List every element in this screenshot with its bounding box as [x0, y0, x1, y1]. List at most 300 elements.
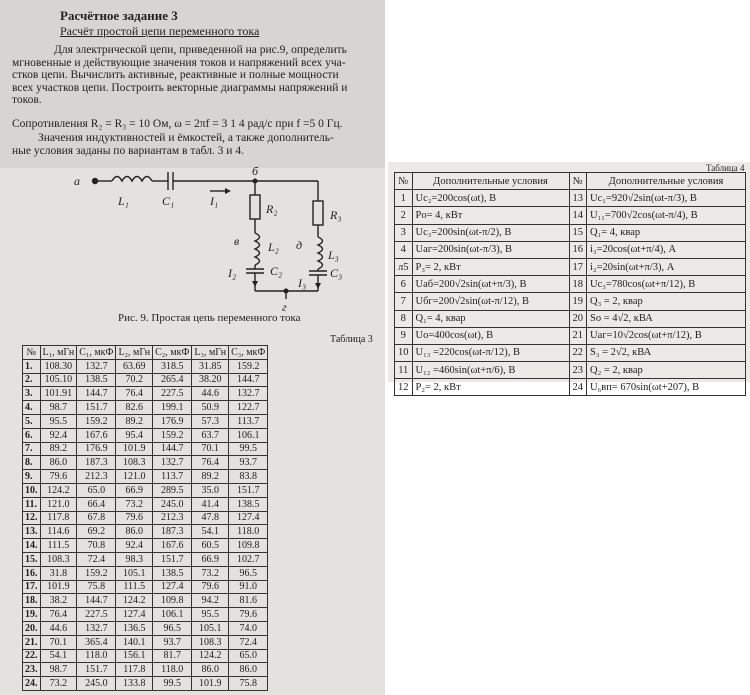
table3-cell: 60.5 — [192, 539, 229, 553]
table3-cell: 132.7 — [77, 621, 116, 635]
table3-cell: 44.6 — [40, 621, 77, 635]
table3-cell: 95.5 — [40, 414, 77, 428]
table3-header: № — [23, 346, 41, 360]
label-v: в — [234, 234, 240, 248]
table3-row — [23, 511, 268, 525]
table4-cell: 7 — [395, 293, 413, 310]
paragraph-line: всех участков цепи. Построить векторные диаграммы напряжений и — [12, 81, 348, 94]
label-C2: C₂ — [270, 264, 283, 278]
table4-cell: 9 — [395, 327, 413, 344]
table4-cell: Uc₃=780cos(ωt+π/12), В — [587, 276, 746, 293]
table3-cell: 127.4 — [116, 608, 153, 622]
table3-row — [23, 539, 268, 553]
table3-cell: 98.3 — [116, 552, 153, 566]
table3-row — [23, 525, 268, 539]
table3-cell: 318.5 — [153, 359, 192, 373]
table3-row — [23, 580, 268, 594]
table4 — [394, 172, 746, 396]
table3-cell: 89.2 — [40, 442, 77, 456]
table4-row — [395, 362, 746, 379]
table3-cell: 187.3 — [153, 525, 192, 539]
table3-cell: 122.7 — [229, 401, 268, 415]
arrow-I2 — [252, 281, 258, 287]
table3-cell: 105.10 — [40, 373, 77, 387]
table3-cell: 98.7 — [40, 663, 77, 677]
table4-cell: 2 — [395, 207, 413, 224]
table3-cell: 109.8 — [229, 539, 268, 553]
table4-cell: 15 — [569, 224, 587, 241]
table3-cell: 12. — [23, 511, 41, 525]
label-R2: R₂ — [266, 202, 278, 216]
table3-row — [23, 414, 268, 428]
figure-caption: Рис. 9. Простая цепь переменного тока — [118, 312, 301, 324]
table3-cell: 159.2 — [77, 414, 116, 428]
table4-cell: Pо= 4, кВт — [412, 207, 569, 224]
table3-cell: 54.1 — [192, 525, 229, 539]
table3-row — [23, 387, 268, 401]
table3-cell: 102.7 — [229, 552, 268, 566]
table3-cell: 212.3 — [77, 470, 116, 484]
table3-cell: 72.4 — [229, 635, 268, 649]
paragraph-line: мгновенные и действующие значения токов и напряжений всех уча- — [12, 56, 346, 69]
values-line: Значения индуктивностей и ёмкостей, а также дополнитель- — [38, 132, 334, 144]
table4-row — [395, 276, 746, 293]
table3-cell: 72.4 — [77, 552, 116, 566]
table3-row — [23, 442, 268, 456]
table3-cell: 118.0 — [77, 649, 116, 663]
table4-cell: 18 — [569, 276, 587, 293]
table3-cell: 109.8 — [153, 594, 192, 608]
table4-cell: 13 — [569, 190, 587, 207]
table3-header-row — [23, 346, 268, 360]
table3-cell: 167.6 — [153, 539, 192, 553]
table3-cell: 144.7 — [77, 594, 116, 608]
table4-row — [395, 207, 746, 224]
table3-cell: 73.2 — [40, 677, 77, 691]
table3-cell: 106.1 — [153, 608, 192, 622]
values-line: ные условия заданы по вариантам в табл. 3 и 4. — [12, 144, 244, 157]
table3-cell: 101.9 — [40, 580, 77, 594]
table3-cell: 151.7 — [77, 663, 116, 677]
label-C3: C₃ — [330, 266, 343, 280]
table3-cell: 35.0 — [192, 483, 229, 497]
table3-cell: 176.9 — [77, 442, 116, 456]
table3-cell: 3. — [23, 387, 41, 401]
table4-cell: U₁₁=700√2cos(ωt-π/4), В — [587, 207, 746, 224]
table4-cell: 16 — [569, 241, 587, 258]
table3-cell: 108.3 — [192, 635, 229, 649]
table4-cell: 23 — [569, 362, 587, 379]
task-title: Расчётное задание 3 — [60, 8, 178, 23]
table4-header: Дополнительные условия — [412, 173, 569, 190]
params-line — [12, 118, 342, 131]
table3-cell: 70.2 — [116, 373, 153, 387]
table4-cell: 17 — [569, 258, 587, 275]
inductor-L2 — [255, 233, 260, 265]
table4-cell: Q₁= 4, квар — [587, 224, 746, 241]
table3-cell: 73.2 — [192, 566, 229, 580]
table3-cell: 81.7 — [153, 649, 192, 663]
table4-cell: 14 — [569, 207, 587, 224]
table3-cell: 8. — [23, 456, 41, 470]
table3-cell: 10. — [23, 483, 41, 497]
table3-cell: 92.4 — [116, 539, 153, 553]
table3-cell: 79.6 — [229, 608, 268, 622]
table3-cell: 199.1 — [153, 401, 192, 415]
table3-cell: 265.4 — [153, 373, 192, 387]
table3-cell: 20. — [23, 621, 41, 635]
table3-cell: 86.0 — [192, 663, 229, 677]
table3-cell: 95.4 — [116, 428, 153, 442]
task-paragraph — [12, 44, 347, 107]
table4-cell: Sо = 4√2, кВА — [587, 310, 746, 327]
table3-row — [23, 373, 268, 387]
circuit-diagram — [60, 165, 350, 315]
table3-cell: 70.1 — [40, 635, 77, 649]
table3-cell: 41.4 — [192, 497, 229, 511]
table4-cell: i₃=20cos(ωt+π/4), А — [587, 241, 746, 258]
table3-cell: 66.9 — [116, 483, 153, 497]
table3-cell: 99.5 — [229, 442, 268, 456]
table3-cell: 121.0 — [116, 470, 153, 484]
table4-cell: Q₃ = 2, квар — [587, 293, 746, 310]
table3-row — [23, 608, 268, 622]
label-I1: I₁ — [210, 194, 219, 208]
table3-cell: 98.7 — [40, 401, 77, 415]
table3-header: C₂, мкФ — [153, 346, 192, 360]
table3-cell: 106.1 — [229, 428, 268, 442]
table3 — [22, 345, 268, 691]
table4-row — [395, 327, 746, 344]
table3-cell: 57.3 — [192, 414, 229, 428]
table3-cell: 2. — [23, 373, 41, 387]
table3-cell: 16. — [23, 566, 41, 580]
table4-cell: Uc₃=200sin(ωt-π/2), В — [412, 224, 569, 241]
table3-cell: 50.9 — [192, 401, 229, 415]
table3-cell: 117.8 — [40, 511, 77, 525]
table3-row — [23, 677, 268, 691]
table3-cell: 73.2 — [116, 497, 153, 511]
table3-cell: 138.5 — [153, 566, 192, 580]
table3-cell: 212.3 — [153, 511, 192, 525]
table3-cell: 89.2 — [192, 470, 229, 484]
label-b: б — [252, 165, 259, 178]
table3-cell: 81.6 — [229, 594, 268, 608]
table4-cell: U₁₂ =460sin(ωt+π/6), В — [412, 362, 569, 379]
table3-cell: 76.4 — [192, 456, 229, 470]
table3-cell: 7. — [23, 442, 41, 456]
table3-cell: 124.2 — [40, 483, 77, 497]
table3-cell: 108.30 — [40, 359, 77, 373]
table4-cell: л5 — [395, 258, 413, 275]
table3-cell: 144.7 — [77, 387, 116, 401]
table3-cell: 144.7 — [229, 373, 268, 387]
table3-row — [23, 552, 268, 566]
table3-cell: 82.6 — [116, 401, 153, 415]
table3-cell: 96.5 — [229, 566, 268, 580]
table3-cell: 121.0 — [40, 497, 77, 511]
table3-cell: 91.0 — [229, 580, 268, 594]
table3-cell: 113.7 — [229, 414, 268, 428]
table3-cell: 96.5 — [153, 621, 192, 635]
table3-cell: 159.2 — [229, 359, 268, 373]
table3-header: L₃, мГн — [192, 346, 229, 360]
table3-cell: 132.7 — [77, 359, 116, 373]
arrow-I3 — [315, 283, 321, 289]
table3-cell: 76.4 — [40, 608, 77, 622]
table3-cell: 151.7 — [77, 401, 116, 415]
table3-cell: 79.6 — [40, 470, 77, 484]
table3-cell: 114.6 — [40, 525, 77, 539]
table3-row — [23, 649, 268, 663]
table3-cell: 245.0 — [77, 677, 116, 691]
table4-row — [395, 190, 746, 207]
table3-cell: 21. — [23, 635, 41, 649]
table3-cell: 86.0 — [40, 456, 77, 470]
label-a: a — [74, 174, 80, 188]
table4-cell: 21 — [569, 327, 587, 344]
table3-cell: 136.5 — [116, 621, 153, 635]
table3-cell: 132.7 — [153, 456, 192, 470]
table4-cell: 6 — [395, 276, 413, 293]
table3-cell: 140.1 — [116, 635, 153, 649]
table4-cell: S₃ = 2√2, кВА — [587, 344, 746, 361]
table3-header: L₁, мГн — [40, 346, 77, 360]
table3-row — [23, 621, 268, 635]
table3-cell: 31.85 — [192, 359, 229, 373]
table4-cell: 24 — [569, 379, 587, 396]
table3-cell: 151.7 — [153, 552, 192, 566]
table4-caption: Таблица 4 — [706, 163, 745, 173]
table3-cell: 75.8 — [229, 677, 268, 691]
table3-cell: 89.2 — [116, 414, 153, 428]
table4-cell: i₂=20sin(ωt+π/3), А — [587, 258, 746, 275]
table4-cell: U₁₃ =220cos(ωt-π/12), В — [412, 344, 569, 361]
table3-cell: 187.3 — [77, 456, 116, 470]
table3-cell: 19. — [23, 608, 41, 622]
table3-cell: 101.9 — [116, 442, 153, 456]
table3-cell: 76.4 — [116, 387, 153, 401]
table3-cell: 75.8 — [77, 580, 116, 594]
table3-cell: 4. — [23, 401, 41, 415]
table4-cell: 8 — [395, 310, 413, 327]
table4-cell: 4 — [395, 241, 413, 258]
table4-cell: Uc₂=200cos(ωt), В — [412, 190, 569, 207]
table3-cell: 108.3 — [116, 456, 153, 470]
table3-cell: 63.7 — [192, 428, 229, 442]
table4-cell: Uаб=200√2sin(ωt+π/3), В — [412, 276, 569, 293]
label-L1: L₁ — [118, 194, 129, 208]
table3-cell: 79.6 — [192, 580, 229, 594]
table3-cell: 127.4 — [153, 580, 192, 594]
table3-cell: 38.20 — [192, 373, 229, 387]
table3-cell: 66.4 — [77, 497, 116, 511]
table3-row — [23, 401, 268, 415]
table3-cell: 38.2 — [40, 594, 77, 608]
inductor-L1 — [112, 177, 152, 182]
table4-row — [395, 310, 746, 327]
inductor-L3 — [318, 237, 323, 269]
table3-cell: 17. — [23, 580, 41, 594]
table3-cell: 94.2 — [192, 594, 229, 608]
label-L2: L₂ — [268, 240, 279, 254]
table3-row — [23, 497, 268, 511]
table4-body — [395, 190, 746, 396]
params-text: Сопротивления R₂ = R₃ = 10 Ом, ω = 2πf = 3 1 4 рад/с при f =5 0 Гц. — [12, 118, 343, 130]
table4-header: № — [569, 173, 587, 190]
table3-cell: 113.7 — [153, 470, 192, 484]
table3-header: C₃, мкФ — [229, 346, 268, 360]
table4-cell: Q₂ = 2, квар — [587, 362, 746, 379]
table4-row — [395, 241, 746, 258]
table3-row — [23, 635, 268, 649]
table4-cell: 11 — [395, 362, 413, 379]
node-b — [253, 179, 258, 184]
table3-cell: 151.7 — [229, 483, 268, 497]
label-I2: I₂ — [228, 266, 237, 280]
resistor-R2 — [250, 195, 260, 219]
table3-cell: 13. — [23, 525, 41, 539]
table4-cell: Q₁= 4, квар — [412, 310, 569, 327]
table3-caption: Таблица 3 — [330, 334, 373, 345]
table3-header: C₁, мкФ — [77, 346, 116, 360]
table3-cell: 101.91 — [40, 387, 77, 401]
table3-cell: 11. — [23, 497, 41, 511]
table3-cell: 18. — [23, 594, 41, 608]
table3-row — [23, 483, 268, 497]
table4-cell: Uбг=200√2sin(ωt-π/12), В — [412, 293, 569, 310]
table3-cell: 159.2 — [153, 428, 192, 442]
table3-row — [23, 663, 268, 677]
table3-cell: 1. — [23, 359, 41, 373]
table3-cell: 159.2 — [77, 566, 116, 580]
paragraph-line: стков цепи. Вычислить активные, реактивные и полные мощности — [12, 69, 339, 81]
table3-row — [23, 456, 268, 470]
resistor-R3 — [313, 201, 323, 225]
label-g: г — [282, 300, 287, 314]
label-I3: I₃ — [298, 276, 307, 290]
table3-cell: 9. — [23, 470, 41, 484]
table3-cell: 108.3 — [40, 552, 77, 566]
table3-cell: 63.69 — [116, 359, 153, 373]
table3-cell: 47.8 — [192, 511, 229, 525]
table3-cell: 111.5 — [40, 539, 77, 553]
table3-cell: 138.5 — [229, 497, 268, 511]
terminal-a — [93, 179, 98, 184]
table3-cell: 44.6 — [192, 387, 229, 401]
table3-cell: 93.7 — [153, 635, 192, 649]
table3-cell: 118.0 — [153, 663, 192, 677]
table3-cell: 138.5 — [77, 373, 116, 387]
paragraph-line: токов. — [12, 94, 42, 106]
table4-row — [395, 344, 746, 361]
table3-cell: 124.2 — [192, 649, 229, 663]
table3-cell: 86.0 — [116, 525, 153, 539]
table4-cell: 12 — [395, 379, 413, 396]
table4-cell: 3 — [395, 224, 413, 241]
table4-header: Дополнительные условия — [587, 173, 746, 190]
table3-cell: 289.5 — [153, 483, 192, 497]
table4-cell: 19 — [569, 293, 587, 310]
table3-cell: 127.4 — [229, 511, 268, 525]
table4-cell: Uаг=10√2cos(ωt+π/12), В — [587, 327, 746, 344]
arrow-I1 — [225, 188, 231, 194]
label-R3: R₃ — [330, 208, 342, 222]
table4-header-row — [395, 173, 746, 190]
table3-cell: 54.1 — [40, 649, 77, 663]
table3-cell: 227.5 — [153, 387, 192, 401]
table3-cell: 67.8 — [77, 511, 116, 525]
table4-cell: 1 — [395, 190, 413, 207]
table3-cell: 69.2 — [77, 525, 116, 539]
table3-cell: 6. — [23, 428, 41, 442]
table3-cell: 70.1 — [192, 442, 229, 456]
table3-cell: 70.8 — [77, 539, 116, 553]
table4-cell: P₂= 2, кВт — [412, 379, 569, 396]
table3-cell: 24. — [23, 677, 41, 691]
table3-cell: 31.8 — [40, 566, 77, 580]
table3-cell: 66.9 — [192, 552, 229, 566]
table3-cell: 176.9 — [153, 414, 192, 428]
table3-cell: 95.5 — [192, 608, 229, 622]
table3-cell: 105.1 — [192, 621, 229, 635]
table3-cell: 83.8 — [229, 470, 268, 484]
table3-row — [23, 359, 268, 373]
table3-cell: 156.1 — [116, 649, 153, 663]
table3-cell: 117.8 — [116, 663, 153, 677]
table4-cell: Uо=400cos(ωt), В — [412, 327, 569, 344]
paragraph-line: Для электрической цепи, приведенной на рис.9, определить — [54, 44, 347, 56]
table3-row — [23, 428, 268, 442]
table3-cell: 133.8 — [116, 677, 153, 691]
label-d: д — [296, 238, 303, 252]
table3-cell: 227.5 — [77, 608, 116, 622]
table4-cell: U₆вп= 670sin(ωt+207), В — [587, 379, 746, 396]
table3-cell: 14. — [23, 539, 41, 553]
table3-cell: 22. — [23, 649, 41, 663]
table3-cell: 79.6 — [116, 511, 153, 525]
table4-row — [395, 258, 746, 275]
table3-body — [23, 359, 268, 690]
table3-cell: 65.0 — [77, 483, 116, 497]
table3-cell: 111.5 — [116, 580, 153, 594]
task-subtitle: Расчёт простой цепи переменного тока — [60, 24, 260, 38]
table3-row — [23, 470, 268, 484]
table4-row — [395, 224, 746, 241]
label-L3: L₃ — [328, 248, 339, 262]
table4-cell: 20 — [569, 310, 587, 327]
table4-cell: P₃= 2, кВт — [412, 258, 569, 275]
table4-row — [395, 379, 746, 396]
table3-cell: 132.7 — [229, 387, 268, 401]
table3-cell: 86.0 — [229, 663, 268, 677]
table4-header: № — [395, 173, 413, 190]
values-paragraph — [12, 132, 334, 157]
table4-row — [395, 293, 746, 310]
table4-cell: Uаг=200sin(ωt-π/3), В — [412, 241, 569, 258]
node-g — [284, 289, 289, 294]
table3-cell: 365.4 — [77, 635, 116, 649]
table3-cell: 245.0 — [153, 497, 192, 511]
table3-cell: 74.0 — [229, 621, 268, 635]
table3-row — [23, 566, 268, 580]
table3-cell: 23. — [23, 663, 41, 677]
table3-cell: 105.1 — [116, 566, 153, 580]
table3-cell: 167.6 — [77, 428, 116, 442]
table3-cell: 5. — [23, 414, 41, 428]
label-C1: C₁ — [162, 194, 175, 208]
table3-row — [23, 594, 268, 608]
